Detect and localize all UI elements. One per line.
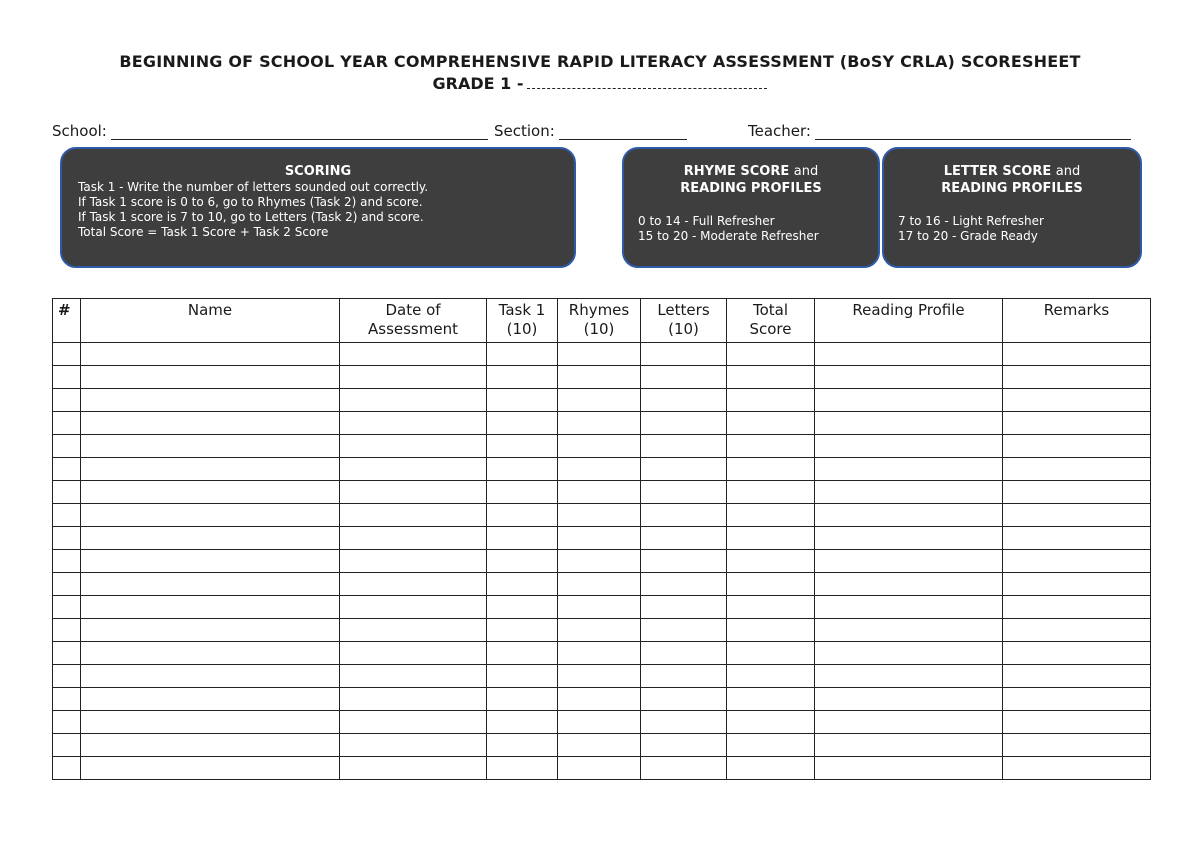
cell-letters[interactable]: [641, 527, 727, 550]
section-label: Section:: [494, 122, 555, 140]
cell-date[interactable]: [340, 665, 487, 688]
cell-rhymes[interactable]: [558, 711, 641, 734]
page-title: BEGINNING OF SCHOOL YEAR COMPREHENSIVE RAPID LITERACY ASSESSMENT (BoSY CRLA) SCORESHEET: [119, 52, 1081, 71]
cell-date[interactable]: [340, 619, 487, 642]
cell-remarks[interactable]: [1003, 550, 1151, 573]
cell-date[interactable]: [340, 734, 487, 757]
cell-task1[interactable]: [487, 435, 558, 458]
cell-name[interactable]: [81, 458, 340, 481]
cell-number[interactable]: [53, 481, 81, 504]
table-row: [53, 343, 1151, 366]
table-row: [53, 642, 1151, 665]
cell-task1[interactable]: [487, 412, 558, 435]
cell-total[interactable]: [727, 550, 815, 573]
col-remarks-header: Remarks: [1003, 299, 1151, 343]
cell-date[interactable]: [340, 757, 487, 780]
cell-name[interactable]: [81, 389, 340, 412]
table-row: [53, 619, 1151, 642]
cell-number[interactable]: [53, 642, 81, 665]
letter-title-bold: LETTER SCORE: [943, 164, 1052, 179]
cell-remarks[interactable]: [1003, 389, 1151, 412]
cell-name[interactable]: [81, 665, 340, 688]
cell-remarks[interactable]: [1003, 504, 1151, 527]
table-row: [53, 550, 1151, 573]
cell-rhymes[interactable]: [558, 550, 641, 573]
cell-task1[interactable]: [487, 757, 558, 780]
letter-title-and: and: [1055, 164, 1081, 179]
cell-remarks[interactable]: [1003, 527, 1151, 550]
scoring-box: [60, 147, 576, 268]
cell-remarks[interactable]: [1003, 665, 1151, 688]
cell-total[interactable]: [727, 665, 815, 688]
score-table: [52, 298, 1151, 780]
cell-date[interactable]: [340, 366, 487, 389]
table-row: [53, 734, 1151, 757]
table-row: [53, 711, 1151, 734]
cell-name[interactable]: [81, 366, 340, 389]
cell-date[interactable]: [340, 527, 487, 550]
teacher-input-line[interactable]: [815, 123, 1131, 140]
cell-total[interactable]: [727, 711, 815, 734]
cell-name[interactable]: [81, 688, 340, 711]
rhyme-box-title: [638, 163, 864, 180]
cell-profile[interactable]: [815, 412, 1003, 435]
cell-name[interactable]: [81, 711, 340, 734]
cell-letters[interactable]: [641, 642, 727, 665]
school-input-line[interactable]: [111, 123, 488, 140]
cell-total[interactable]: [727, 688, 815, 711]
cell-remarks[interactable]: [1003, 435, 1151, 458]
cell-rhymes[interactable]: [558, 734, 641, 757]
cell-task1[interactable]: [487, 343, 558, 366]
table-row: [53, 596, 1151, 619]
cell-remarks[interactable]: [1003, 642, 1151, 665]
letter-profile-line: 7 to 16 - Light Refresher: [898, 214, 1044, 228]
scoring-line: Task 1 - Write the number of letters sounded out correctly.: [78, 180, 429, 194]
cell-profile[interactable]: [815, 343, 1003, 366]
cell-letters[interactable]: [641, 504, 727, 527]
cell-remarks[interactable]: [1003, 412, 1151, 435]
cell-date[interactable]: [340, 435, 487, 458]
table-row: [53, 527, 1151, 550]
cell-profile[interactable]: [815, 435, 1003, 458]
cell-task1[interactable]: [487, 619, 558, 642]
scoring-line: If Task 1 score is 7 to 10, go to Letters (Task 2) and score.: [78, 210, 424, 224]
cell-letters[interactable]: [641, 688, 727, 711]
cell-letters[interactable]: [641, 366, 727, 389]
rhyme-profile-line: 15 to 20 - Moderate Refresher: [638, 229, 819, 243]
cell-rhymes[interactable]: [558, 757, 641, 780]
cell-date[interactable]: [340, 481, 487, 504]
table-row: [53, 481, 1151, 504]
cell-date[interactable]: [340, 343, 487, 366]
cell-rhymes[interactable]: [558, 435, 641, 458]
section-field: [494, 118, 687, 140]
letter-score-box: [882, 147, 1142, 268]
cell-profile[interactable]: [815, 665, 1003, 688]
cell-task1[interactable]: [487, 389, 558, 412]
cell-remarks[interactable]: [1003, 688, 1151, 711]
cell-total[interactable]: [727, 435, 815, 458]
cell-profile[interactable]: [815, 366, 1003, 389]
cell-profile[interactable]: [815, 757, 1003, 780]
cell-number[interactable]: [53, 366, 81, 389]
cell-profile[interactable]: [815, 711, 1003, 734]
cell-name[interactable]: [81, 550, 340, 573]
col-name-header: Name: [81, 299, 340, 343]
cell-profile[interactable]: [815, 389, 1003, 412]
cell-profile[interactable]: [815, 642, 1003, 665]
cell-letters[interactable]: [641, 389, 727, 412]
table-row: [53, 573, 1151, 596]
cell-rhymes[interactable]: [558, 504, 641, 527]
cell-profile[interactable]: [815, 688, 1003, 711]
letter-profile-line: 17 to 20 - Grade Ready: [898, 229, 1038, 243]
cell-number[interactable]: [53, 504, 81, 527]
table-header-row: [53, 299, 1151, 343]
cell-profile[interactable]: [815, 619, 1003, 642]
rhyme-score-box: [622, 147, 880, 268]
cell-letters[interactable]: [641, 711, 727, 734]
table-row: [53, 435, 1151, 458]
cell-number[interactable]: [53, 734, 81, 757]
cell-total[interactable]: [727, 527, 815, 550]
cell-remarks[interactable]: [1003, 734, 1151, 757]
cell-rhymes[interactable]: [558, 412, 641, 435]
col-total-header: Total Score: [727, 299, 815, 343]
table-row: [53, 757, 1151, 780]
cell-letters[interactable]: [641, 734, 727, 757]
cell-profile[interactable]: [815, 550, 1003, 573]
cell-task1[interactable]: [487, 665, 558, 688]
cell-name[interactable]: [81, 481, 340, 504]
school-field: [52, 118, 488, 140]
cell-name[interactable]: [81, 504, 340, 527]
letter-box-title-line2: READING PROFILES: [941, 181, 1083, 196]
cell-total[interactable]: [727, 757, 815, 780]
scoring-title: SCORING: [284, 164, 352, 179]
cell-task1[interactable]: [487, 504, 558, 527]
cell-date[interactable]: [340, 389, 487, 412]
cell-number[interactable]: [53, 412, 81, 435]
cell-task1[interactable]: [487, 688, 558, 711]
scoring-line: If Task 1 score is 0 to 6, go to Rhymes (Task 2) and score.: [78, 195, 423, 209]
rhyme-title-and: and: [793, 164, 819, 179]
cell-letters[interactable]: [641, 481, 727, 504]
cell-task1[interactable]: [487, 527, 558, 550]
col-rhymes-header: Rhymes (10): [558, 299, 641, 343]
cell-rhymes[interactable]: [558, 642, 641, 665]
grade-blank[interactable]: [527, 74, 767, 89]
cell-name[interactable]: [81, 642, 340, 665]
table-body: [53, 343, 1151, 780]
cell-rhymes[interactable]: [558, 619, 641, 642]
scoring-line: Total Score = Task 1 Score + Task 2 Score: [78, 225, 329, 239]
cell-date[interactable]: [340, 550, 487, 573]
cell-task1[interactable]: [487, 734, 558, 757]
section-input-line[interactable]: [559, 123, 687, 140]
cell-letters[interactable]: [641, 619, 727, 642]
cell-total[interactable]: [727, 573, 815, 596]
cell-remarks[interactable]: [1003, 757, 1151, 780]
cell-name[interactable]: [81, 412, 340, 435]
cell-remarks[interactable]: [1003, 711, 1151, 734]
cell-number[interactable]: [53, 389, 81, 412]
cell-task1[interactable]: [487, 596, 558, 619]
cell-number[interactable]: [53, 757, 81, 780]
cell-name[interactable]: [81, 435, 340, 458]
col-task1-header: Task 1 (10): [487, 299, 558, 343]
cell-name[interactable]: [81, 619, 340, 642]
cell-task1[interactable]: [487, 550, 558, 573]
cell-letters[interactable]: [641, 458, 727, 481]
cell-rhymes[interactable]: [558, 389, 641, 412]
table-row: [53, 366, 1151, 389]
cell-rhymes[interactable]: [558, 458, 641, 481]
cell-total[interactable]: [727, 458, 815, 481]
cell-letters[interactable]: [641, 757, 727, 780]
cell-profile[interactable]: [815, 481, 1003, 504]
scoring-instructions: [78, 180, 558, 240]
cell-total[interactable]: [727, 343, 815, 366]
cell-date[interactable]: [340, 412, 487, 435]
cell-rhymes[interactable]: [558, 665, 641, 688]
cell-total[interactable]: [727, 389, 815, 412]
cell-rhymes[interactable]: [558, 527, 641, 550]
cell-total[interactable]: [727, 412, 815, 435]
cell-date[interactable]: [340, 711, 487, 734]
cell-letters[interactable]: [641, 550, 727, 573]
cell-task1[interactable]: [487, 458, 558, 481]
grade-line: [0, 74, 1200, 94]
rhyme-title-bold: RHYME SCORE: [683, 164, 790, 179]
cell-remarks[interactable]: [1003, 458, 1151, 481]
cell-remarks[interactable]: [1003, 619, 1151, 642]
letter-box-title: [898, 163, 1126, 180]
cell-letters[interactable]: [641, 412, 727, 435]
cell-profile[interactable]: [815, 527, 1003, 550]
table-row: [53, 458, 1151, 481]
cell-name[interactable]: [81, 596, 340, 619]
cell-date[interactable]: [340, 688, 487, 711]
table-row: [53, 665, 1151, 688]
cell-number[interactable]: [53, 596, 81, 619]
rhyme-profile-line: 0 to 14 - Full Refresher: [638, 214, 775, 228]
col-number-header: #: [53, 299, 81, 343]
cell-total[interactable]: [727, 619, 815, 642]
rhyme-box-title-line2: READING PROFILES: [680, 181, 822, 196]
cell-date[interactable]: [340, 596, 487, 619]
teacher-label: Teacher:: [748, 122, 811, 140]
cell-total[interactable]: [727, 642, 815, 665]
cell-remarks[interactable]: [1003, 343, 1151, 366]
cell-name[interactable]: [81, 573, 340, 596]
cell-name[interactable]: [81, 527, 340, 550]
cell-number[interactable]: [53, 458, 81, 481]
cell-profile[interactable]: [815, 573, 1003, 596]
cell-letters[interactable]: [641, 435, 727, 458]
cell-total[interactable]: [727, 366, 815, 389]
cell-number[interactable]: [53, 343, 81, 366]
cell-number[interactable]: [53, 550, 81, 573]
cell-task1[interactable]: [487, 366, 558, 389]
col-date-header: Date of Assessment: [340, 299, 487, 343]
cell-rhymes[interactable]: [558, 481, 641, 504]
cell-number[interactable]: [53, 711, 81, 734]
table-row: [53, 412, 1151, 435]
cell-date[interactable]: [340, 573, 487, 596]
cell-number[interactable]: [53, 527, 81, 550]
cell-remarks[interactable]: [1003, 573, 1151, 596]
cell-number[interactable]: [53, 435, 81, 458]
cell-number[interactable]: [53, 665, 81, 688]
cell-task1[interactable]: [487, 711, 558, 734]
cell-rhymes[interactable]: [558, 366, 641, 389]
cell-total[interactable]: [727, 481, 815, 504]
cell-rhymes[interactable]: [558, 573, 641, 596]
col-profile-header: Reading Profile: [815, 299, 1003, 343]
cell-profile[interactable]: [815, 504, 1003, 527]
cell-letters[interactable]: [641, 343, 727, 366]
cell-total[interactable]: [727, 596, 815, 619]
cell-profile[interactable]: [815, 596, 1003, 619]
cell-letters[interactable]: [641, 665, 727, 688]
grade-label: GRADE 1 -: [432, 74, 524, 93]
cell-total[interactable]: [727, 504, 815, 527]
cell-remarks[interactable]: [1003, 366, 1151, 389]
cell-remarks[interactable]: [1003, 596, 1151, 619]
cell-task1[interactable]: [487, 573, 558, 596]
cell-task1[interactable]: [487, 481, 558, 504]
school-label: School:: [52, 122, 107, 140]
cell-rhymes[interactable]: [558, 596, 641, 619]
cell-remarks[interactable]: [1003, 481, 1151, 504]
cell-name[interactable]: [81, 757, 340, 780]
cell-rhymes[interactable]: [558, 343, 641, 366]
cell-task1[interactable]: [487, 642, 558, 665]
cell-date[interactable]: [340, 504, 487, 527]
cell-profile[interactable]: [815, 734, 1003, 757]
cell-number[interactable]: [53, 619, 81, 642]
letter-profiles: [898, 214, 1126, 244]
cell-date[interactable]: [340, 458, 487, 481]
rhyme-profiles: [638, 214, 864, 244]
cell-number[interactable]: [53, 573, 81, 596]
table-row: [53, 389, 1151, 412]
table-row: [53, 504, 1151, 527]
teacher-field: [748, 118, 1131, 140]
cell-rhymes[interactable]: [558, 688, 641, 711]
col-letters-header: Letters (10): [641, 299, 727, 343]
cell-name[interactable]: [81, 734, 340, 757]
table-row: [53, 688, 1151, 711]
cell-date[interactable]: [340, 642, 487, 665]
cell-letters[interactable]: [641, 596, 727, 619]
cell-name[interactable]: [81, 343, 340, 366]
cell-profile[interactable]: [815, 458, 1003, 481]
cell-letters[interactable]: [641, 573, 727, 596]
cell-number[interactable]: [53, 688, 81, 711]
cell-total[interactable]: [727, 734, 815, 757]
